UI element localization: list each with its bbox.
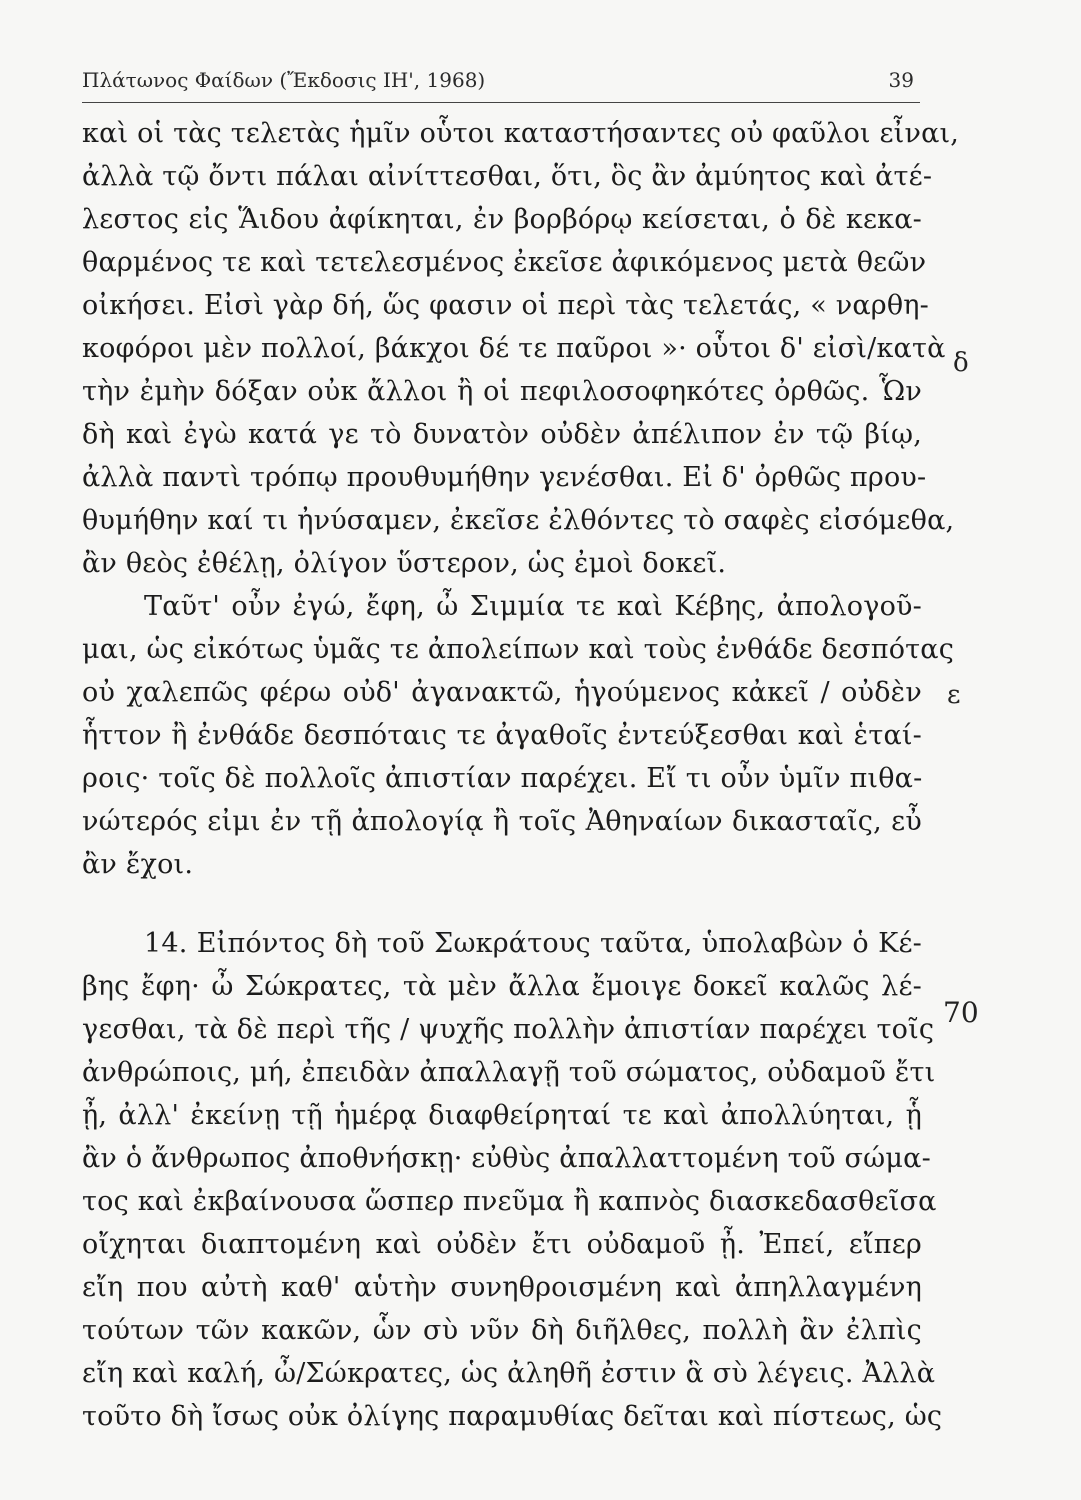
text-line: θυμήθην καί τι ἠνύσαμεν, ἐκεῖσε ἐλθόντες τὸ σαφὲς εἰσόμεθα, — [82, 505, 955, 536]
text-line: τος καὶ ἐκβαίνουσα ὥσπερ πνεῦμα ἢ καπνὸς διασκεδασθεῖσα — [82, 1186, 937, 1217]
text-line: ᾖ, ἀλλ' ἐκείνῃ τῇ ἡμέρᾳ διαφθείρηταί τε καὶ ἀπολλύηται, ᾗ — [82, 1100, 922, 1131]
text-line: οἰκήσει. Εἰσὶ γὰρ δή, ὥς φασιν οἱ περὶ τὰς τελετάς, « ναρθη- — [82, 290, 929, 321]
text-line: 14. Εἰπόντος δὴ τοῦ Σωκράτους ταῦτα, ὑπολαβὼν ὁ Κέ- — [144, 928, 922, 959]
header-title: Πλάτωνος Φαίδων (Ἔκδοσις ΙΗ', 1968) — [82, 68, 486, 92]
text-line: κοφόροι μὲν πολλοί, βάκχοι δέ τε παῦροι »· οὗτοι δ' εἰσὶ/κατὰ — [82, 333, 946, 364]
text-line: οἴχηται διαπτομένη καὶ οὐδὲν ἔτι οὐδαμοῦ ᾖ. Ἐπεί, εἴπερ — [82, 1229, 922, 1260]
text-line: ἀλλὰ παντὶ τρόπῳ προυθυμήθην γενέσθαι. Εἰ δ' ὀρθῶς πρου- — [82, 462, 927, 493]
text-line: λεστος εἰς Ἅιδου ἀφίκηται, ἐν βορβόρῳ κείσεται, ὁ δὲ κεκα- — [82, 204, 922, 235]
text-line: ἂν ἔχοι. — [82, 849, 194, 880]
text-line: νώτερός εἰμι ἐν τῇ ἀπολογίᾳ ἢ τοῖς Ἀθηναίων δικασταῖς, εὖ — [82, 806, 922, 837]
text-line: ροις· τοῖς δὲ πολλοῖς ἀπιστίαν παρέχει. Εἴ τι οὖν ὑμῖν πιθα- — [82, 763, 923, 794]
page-number: 39 — [888, 68, 914, 92]
text-line: δὴ καὶ ἐγὼ κατά γε τὸ δυνατὸν οὐδὲν ἀπέλιπον ἐν τῷ βίῳ, — [82, 419, 922, 450]
text-line: οὐ χαλεπῶς φέρω οὐδ' ἀγανακτῶ, ἡγούμενος κἀκεῖ / οὐδὲν — [82, 677, 922, 708]
text-line: καὶ οἱ τὰς τελετὰς ἡμῖν οὗτοι καταστήσαντες οὐ φαῦλοι εἶναι, — [82, 118, 960, 149]
text-line: Ταῦτ' οὖν ἐγώ, ἔφη, ὦ Σιμμία τε καὶ Κέβης, ἀπολογοῦ- — [144, 591, 922, 622]
text-line: τὴν ἐμὴν δόξαν οὐκ ἄλλοι ἢ οἱ πεφιλοσοφηκότες ὀρθῶς. Ὧν — [82, 376, 922, 407]
text-line: ἂν θεὸς ἐθέλῃ, ὀλίγον ὕστερον, ὡς ἐμοὶ δοκεῖ. — [82, 548, 727, 579]
text-line: ἂν ὁ ἄνθρωπος ἀποθνήσκῃ· εὐθὺς ἀπαλλαττομένη τοῦ σώμα- — [82, 1143, 931, 1174]
margin-section-delta: δ — [953, 348, 969, 378]
body-text — [82, 112, 960, 1438]
margin-stephanus-70: 70 — [943, 996, 979, 1029]
text-line: ἀλλὰ τῷ ὄντι πάλαι αἰνίττεσθαι, ὅτι, ὃς ἂν ἀμύητος καὶ ἀτέ- — [82, 161, 933, 192]
text-line: τούτων τῶν κακῶν, ὧν σὺ νῦν δὴ διῆλθες, πολλὴ ἂν ἐλπὶς — [82, 1315, 922, 1346]
text-line: θαρμένος τε καὶ τετελεσμένος ἐκεῖσε ἀφικόμενος μετὰ θεῶν — [82, 247, 927, 278]
text-line: εἴη καὶ καλή, ὦ/Σώκρατες, ὡς ἀληθῆ ἐστιν ἃ σὺ λέγεις. Ἀλλὰ — [82, 1358, 936, 1389]
margin-section-epsilon: ε — [947, 680, 961, 710]
text-line: μαι, ὡς εἰκότως ὑμᾶς τε ἀπολείπων καὶ τοὺς ἐνθάδε δεσπότας — [82, 634, 955, 665]
text-line: ἀνθρώποις, μή, ἐπειδὰν ἀπαλλαγῇ τοῦ σώματος, οὐδαμοῦ ἔτι — [82, 1057, 936, 1088]
text-line: βης ἔφη· ὦ Σώκρατες, τὰ μὲν ἄλλα ἔμοιγε δοκεῖ καλῶς λέ- — [82, 971, 922, 1002]
text-line: ἧττον ἢ ἐνθάδε δεσπόταις τε ἀγαθοῖς ἐντεύξεσθαι καὶ ἑταί- — [82, 720, 922, 751]
text-line: τοῦτο δὴ ἴσως οὐκ ὀλίγης παραμυθίας δεῖται καὶ πίστεως, ὡς — [82, 1401, 943, 1432]
running-header — [82, 66, 920, 103]
section-gap — [82, 886, 922, 922]
text-line: γεσθαι, τὰ δὲ περὶ τῆς / ψυχῆς πολλὴν ἀπιστίαν παρέχει τοῖς — [82, 1014, 935, 1045]
text-line: εἴη που αὐτὴ καθ' αὑτὴν συνηθροισμένη καὶ ἀπηλλαγμένη — [82, 1272, 922, 1303]
